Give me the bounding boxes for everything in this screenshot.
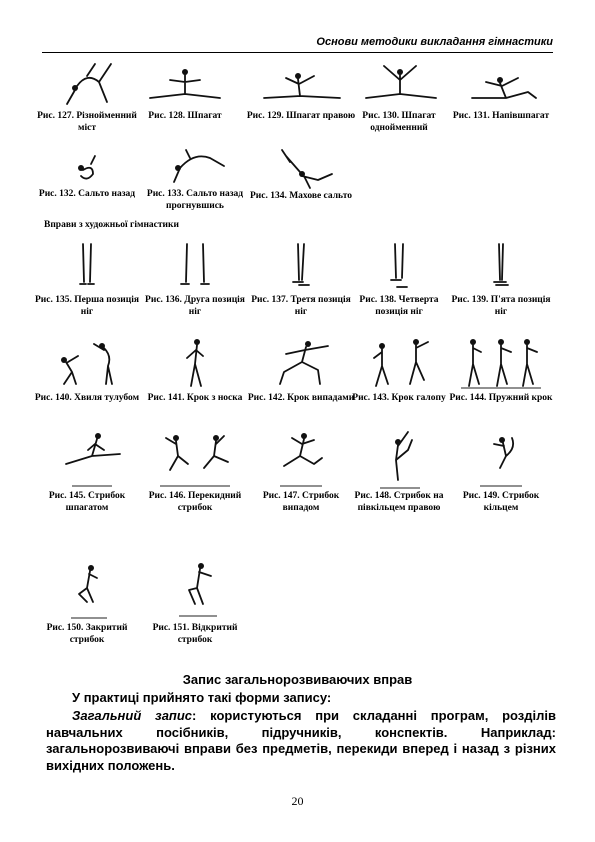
header-rule <box>42 52 553 53</box>
half-ring-jump-icon <box>354 428 444 490</box>
body-wave-icon <box>42 334 132 392</box>
split-jump-icon <box>42 428 132 490</box>
caption-135: Рис. 135. Перша позиція ніг <box>34 295 140 317</box>
swing-somersault-icon <box>256 146 346 190</box>
caption-139: Рис. 139. П'ята позиція ніг <box>451 295 551 317</box>
figure-140 <box>32 334 142 405</box>
caption-140: Рис. 140. Хвиля тулубом <box>34 393 140 403</box>
lunge-jump-icon <box>256 428 346 490</box>
figure-144 <box>446 334 556 405</box>
caption-150: Рис. 150. Закритий стрибок <box>46 623 128 645</box>
caption-128: Рис. 128. Шпагат <box>148 111 222 121</box>
open-jump-icon <box>155 560 235 622</box>
figure-142 <box>246 334 356 405</box>
figure-129 <box>246 58 356 123</box>
figure-146 <box>140 428 250 514</box>
section-label: Вправи з художньої гімнастики <box>44 220 179 230</box>
second-position-icon <box>175 240 215 294</box>
figure-145 <box>32 428 142 514</box>
right-splits-pose-icon <box>256 58 346 110</box>
same-side-splits-pose-icon <box>354 58 444 110</box>
toe-step-icon <box>165 334 225 392</box>
caption-131: Рис. 131. Напівшпагат <box>452 111 550 121</box>
figure-143 <box>344 334 454 405</box>
figure-150 <box>32 560 142 646</box>
caption-146: Рис. 146. Перекидний стрибок <box>148 491 242 513</box>
figure-138 <box>344 240 454 318</box>
third-position-icon <box>281 240 321 294</box>
figure-133 <box>140 146 250 212</box>
figure-130 <box>344 58 454 134</box>
figure-131 <box>446 58 556 123</box>
paragraph-2-emphasis: Загальний запис <box>72 708 193 723</box>
caption-134: Рис. 134. Махове сальто <box>249 191 353 201</box>
switch-jump-icon <box>150 428 240 490</box>
ring-jump-icon <box>456 428 546 490</box>
caption-138: Рис. 138. Четверта позиція ніг <box>359 295 439 317</box>
gallop-step-icon <box>354 334 444 392</box>
splits-pose-icon <box>140 58 230 110</box>
figure-132 <box>32 146 142 201</box>
caption-130: Рис. 130. Шпагат однойменний <box>362 111 436 133</box>
page-number: 20 <box>291 794 304 808</box>
caption-136: Рис. 136. Друга позиція ніг <box>145 295 245 317</box>
paragraph-2-text: : користуються при складанні програм, розділів навчальних посібників, підручників, конспектів. Наприклад: загальнорозвиваючі вправи без предметів, перекиди вперед і назад з різних вихідних положень. <box>46 708 556 773</box>
figure-134 <box>246 146 356 203</box>
figure-147 <box>246 428 356 514</box>
figure-135 <box>32 240 142 318</box>
half-splits-pose-icon <box>456 58 546 110</box>
spring-step-icon <box>451 334 551 392</box>
caption-127: Рис. 127. Різнойменний міст <box>37 111 137 133</box>
caption-137: Рис. 137. Третя позиція ніг <box>251 295 351 317</box>
running-header: Основи методики викладання гімнастики <box>316 36 553 48</box>
paragraph-2 <box>46 708 556 774</box>
caption-144: Рис. 144. Пружний крок <box>449 393 553 403</box>
figure-127 <box>32 58 142 134</box>
caption-148: Рис. 148. Стрибок на півкільцем правою <box>354 491 444 513</box>
first-position-icon <box>67 240 107 294</box>
figure-148 <box>344 428 454 514</box>
caption-133: Рис. 133. Сальто назад прогнувшись <box>146 189 244 211</box>
back-somersault-icon <box>47 146 127 188</box>
figure-141 <box>140 334 250 405</box>
fourth-position-icon <box>379 240 419 294</box>
figure-139 <box>446 240 556 318</box>
caption-147: Рис. 147. Стрибок випадом <box>262 491 340 513</box>
caption-151: Рис. 151. Відкритий стрибок <box>152 623 238 645</box>
figure-151 <box>140 560 250 646</box>
section-title: Запис загальнорозвиваючих вправ <box>182 672 413 687</box>
fifth-position-icon <box>481 240 521 294</box>
arched-back-somersault-icon <box>150 146 240 188</box>
lunge-step-icon <box>256 334 346 392</box>
caption-149: Рис. 149. Стрибок кільцем <box>462 491 540 513</box>
paragraph-1: У практиці прийнято такі форми запису: <box>72 690 332 705</box>
caption-142: Рис. 142. Крок випадами <box>247 393 355 403</box>
closed-jump-icon <box>47 560 127 622</box>
caption-143: Рис. 143. Крок галопу <box>352 393 446 403</box>
caption-141: Рис. 141. Крок з носка <box>147 393 243 403</box>
figure-149 <box>446 428 556 514</box>
figure-128 <box>130 58 240 123</box>
figure-136 <box>140 240 250 318</box>
caption-145: Рис. 145. Стрибок шпагатом <box>48 491 126 513</box>
caption-129: Рис. 129. Шпагат правою <box>246 111 356 121</box>
bridge-pose-icon <box>47 58 127 110</box>
figure-137 <box>246 240 356 318</box>
caption-132: Рис. 132. Сальто назад <box>38 189 136 199</box>
